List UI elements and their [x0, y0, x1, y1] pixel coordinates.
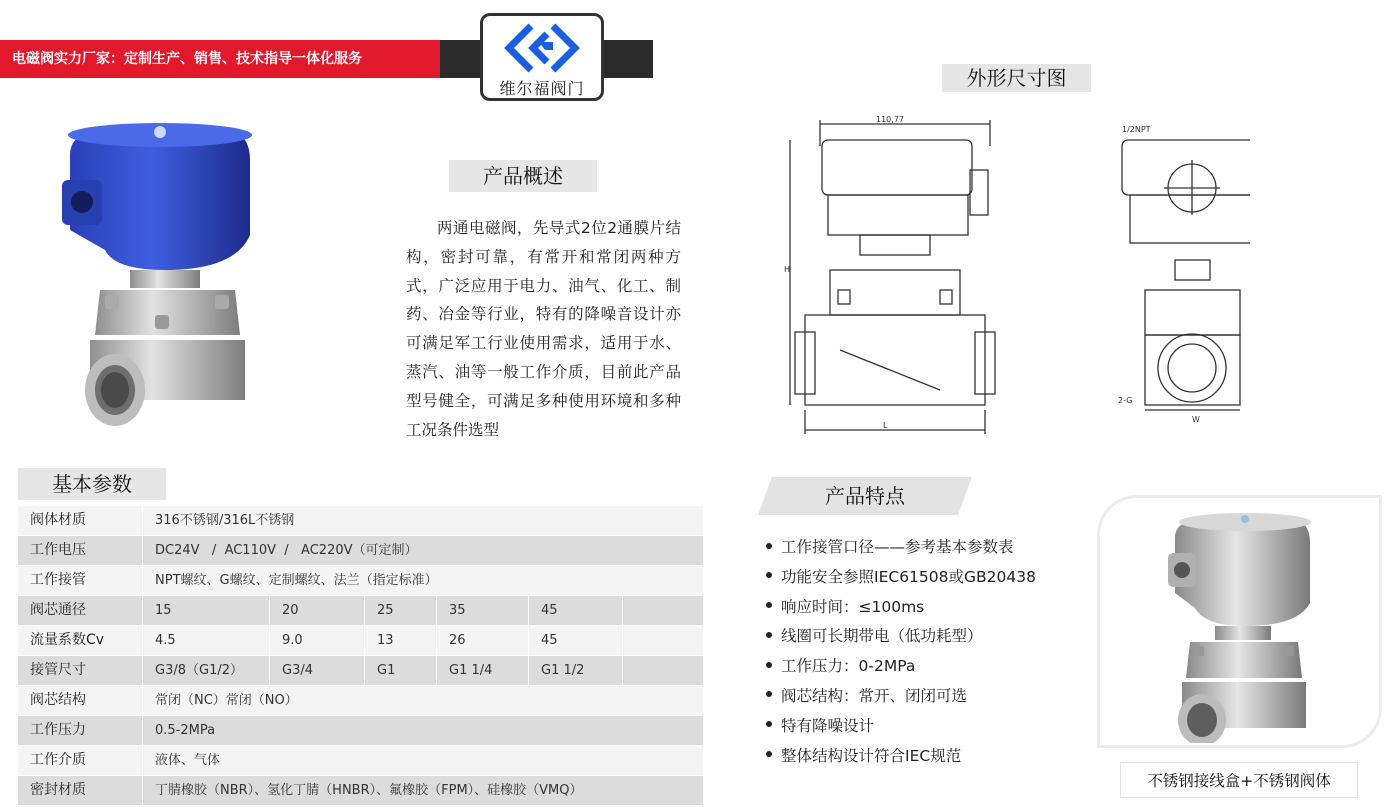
bullet-icon	[766, 662, 772, 668]
dimension-drawing	[780, 110, 1250, 440]
param-cell: 4.5	[143, 626, 270, 655]
feature-text: 特有降噪设计	[781, 716, 875, 735]
param-cell	[623, 656, 703, 685]
list-item	[766, 682, 1086, 712]
photo-caption: 不锈钢接线盒+不锈钢阀体	[1120, 762, 1358, 798]
param-label: 阀芯通径	[18, 596, 143, 625]
bullet-icon	[766, 572, 772, 578]
param-label: 工作压力	[18, 716, 143, 745]
param-value: 0.5-2MPa	[155, 723, 216, 738]
param-label: 流量系数Cv	[18, 626, 143, 655]
bullet-icon	[766, 632, 772, 638]
param-label: 密封材质	[18, 776, 143, 805]
table-row	[18, 716, 703, 746]
param-value: 316不锈钢/316L不锈钢	[155, 513, 295, 528]
list-item	[766, 622, 1086, 652]
table-row	[18, 686, 703, 716]
list-item	[766, 742, 1086, 772]
table-row	[18, 536, 703, 566]
param-cell: 26	[437, 626, 529, 655]
param-value: NPT螺纹、G螺纹、定制螺纹、法兰（指定标准）	[155, 573, 438, 588]
feature-text: 功能安全参照IEC61508或GB20438	[781, 567, 1036, 586]
logo-mark-icon	[501, 20, 583, 76]
param-cell: 35	[437, 596, 529, 625]
param-value: DC24V / AC110V / AC220V（可定制）	[155, 543, 418, 558]
feature-text: 线圈可长期带电（低功耗型）	[781, 627, 983, 646]
dim-height-label: H	[784, 265, 791, 274]
bullet-icon	[766, 721, 772, 727]
list-item	[766, 652, 1086, 682]
banner-tagline: 电磁阀实力厂家：定制生产、销售、技术指导一体化服务	[12, 51, 362, 67]
table-row	[18, 566, 703, 596]
table-row	[18, 506, 703, 536]
bullet-icon	[766, 543, 772, 549]
param-cell: 13	[365, 626, 437, 655]
dim-w-label: W	[1192, 415, 1200, 424]
feature-text: 阀芯结构：常开、闭闭可选	[781, 686, 968, 705]
feature-text: 整体结构设计符合IEC规范	[781, 746, 962, 765]
params-table	[18, 506, 703, 806]
param-label: 阀芯结构	[18, 686, 143, 715]
param-cells	[143, 596, 703, 625]
param-label: 接管尺寸	[18, 656, 143, 685]
photo-frame	[1097, 495, 1382, 748]
feature-text: 工作压力：0-2MPa	[781, 657, 916, 676]
param-cell: 45	[529, 596, 623, 625]
param-label: 工作介质	[18, 746, 143, 775]
dim-port-label: 1/2NPT	[1122, 125, 1151, 134]
param-label: 工作电压	[18, 536, 143, 565]
feature-text: 工作接管口径——参考基本参数表	[781, 538, 1014, 556]
dim-width-value: 110,77	[876, 115, 904, 124]
logo-name: 维尔福阀门	[499, 79, 585, 98]
param-cell: G1	[365, 656, 437, 685]
product-image-stainless-valve	[1160, 508, 1320, 743]
bullet-icon	[766, 751, 772, 757]
param-cells	[143, 626, 703, 655]
bullet-icon	[766, 602, 772, 608]
param-cell: 20	[270, 596, 365, 625]
param-cell	[623, 596, 703, 625]
overview-text: 两通电磁阀，先导式2位2通膜片结构，密封可靠，有常开和常闭两种方式，广泛应用于电力、油气、化工、制药、冶金等行业，特有的降噪音设计亦可满足军工行业使用需求，适用于水、蒸汽、油等一般工作介质，目前此产品型号健全，可满足多种使用环境和多种工况条件选型	[406, 219, 681, 439]
param-value: 液体、气体	[155, 753, 221, 768]
list-item	[766, 533, 1086, 563]
param-cell: 45	[529, 626, 623, 655]
features-list	[766, 533, 1086, 771]
params-title: 基本参数	[18, 468, 166, 500]
param-cell: G1 1/2	[529, 656, 623, 685]
table-row	[18, 746, 703, 776]
param-cell: G3/8（G1/2）	[143, 656, 270, 685]
param-value: 丁腈橡胶（NBR）、氢化丁腈（HNBR）、氟橡胶（FPM）、硅橡胶（VMQ）	[155, 783, 583, 798]
feature-text: 响应时间：≤100ms	[781, 597, 925, 616]
product-image-blue-coil-valve	[60, 120, 260, 430]
dim-thread-label: 2-G	[1118, 396, 1133, 405]
table-row	[18, 596, 703, 626]
param-cell	[623, 626, 703, 655]
table-row	[18, 626, 703, 656]
dim-length-label: L	[883, 421, 888, 430]
param-cell: 15	[143, 596, 270, 625]
param-label: 工作接管	[18, 566, 143, 595]
features-title-chip	[758, 477, 972, 515]
param-cell: G3/4	[270, 656, 365, 685]
param-label: 阀体材质	[18, 506, 143, 535]
param-cell: G1 1/4	[437, 656, 529, 685]
dimensions-title: 外形尺寸图	[942, 64, 1091, 92]
param-cell: 9.0	[270, 626, 365, 655]
table-row	[18, 656, 703, 686]
param-cells	[143, 656, 703, 685]
features-title: 产品特点	[825, 484, 905, 508]
table-row	[18, 776, 703, 806]
list-item	[766, 593, 1086, 623]
list-item	[766, 712, 1086, 742]
overview-title: 产品概述	[449, 160, 597, 192]
list-item	[766, 563, 1086, 593]
param-cell: 25	[365, 596, 437, 625]
bullet-icon	[766, 691, 772, 697]
brand-logo[interactable]	[480, 13, 604, 101]
param-value: 常闭（NC）常闭（NO）	[155, 693, 298, 708]
